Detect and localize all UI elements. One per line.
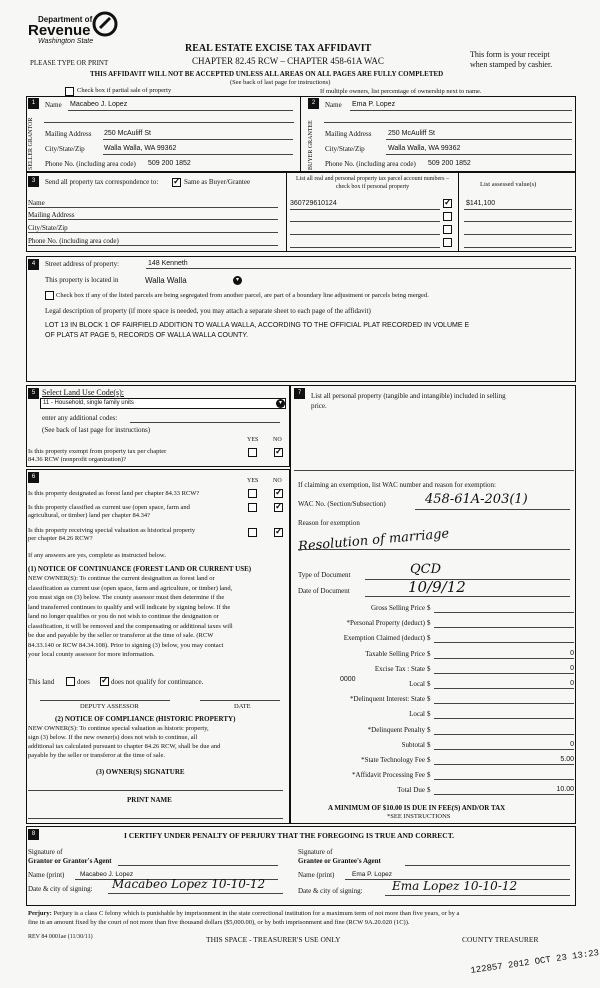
receipt-note-2: when stamped by cashier. — [470, 60, 553, 69]
logo-dept: Department of — [38, 15, 93, 24]
does-qualify-checkbox[interactable] — [66, 677, 75, 686]
s5-see-back: (See back of last page for instructions) — [42, 426, 151, 434]
s2-phone[interactable]: 509 200 1852 — [428, 160, 471, 167]
doc-date-value[interactable]: 10/9/12 — [408, 578, 466, 596]
section-1-number: 1 — [28, 98, 39, 109]
any-yes-note: If any answers are yes, complete as instructed below. — [28, 552, 166, 559]
reason-label: Reason for exemption — [298, 519, 360, 527]
assessed-value[interactable]: $141,100 — [466, 200, 496, 207]
county-treasurer: COUNTY TREASURER — [462, 935, 539, 944]
doc-type-value[interactable]: QCD — [410, 562, 442, 577]
notice-line: classification as current use (open space, farm and agriculture, or timber) land, — [28, 584, 233, 592]
parcel-3-personal-checkbox[interactable] — [443, 225, 452, 234]
compliance-line: sign (3) below. If the new owner(s) does not wish to continue, all — [28, 734, 198, 741]
certify-statement: I CERTIFY UNDER PENALTY OF PERJURY THAT THE FOREGOING IS TRUE AND CORRECT. — [124, 831, 455, 840]
calc-row-label: Local — [409, 710, 425, 719]
s5-yes: YES — [247, 437, 259, 443]
local-code[interactable]: 0000 — [340, 676, 356, 683]
calc-row-dollar: $ — [427, 619, 431, 628]
multiple-owners-note: If multiple owners, list percentage of ownership next to name. — [320, 88, 482, 95]
see-back: (See back of last page for instructions) — [230, 79, 331, 86]
s3-city-label: City/State/Zip — [28, 224, 68, 232]
s5-no: NO — [273, 437, 282, 443]
segregated-label: Check box if any of the listed parcels are being segregated from another parcel, are part of a boundary line adjustment or parcels being merged. — [56, 292, 429, 299]
s1-mail[interactable]: 250 McAuliff St — [104, 130, 151, 137]
legal-line-2[interactable]: OF PLATS AT PAGE 5, RECORDS OF WALLA WALLA COUNTY. — [45, 332, 249, 339]
calc-row-label: *Personal Property (deduct) — [346, 619, 425, 628]
personal-prop-2: price. — [311, 402, 327, 410]
located-value[interactable]: Walla Walla — [145, 276, 187, 285]
parcel-4-personal-checkbox[interactable] — [443, 238, 452, 247]
located-dropdown-icon[interactable]: ▾ — [233, 276, 242, 285]
grantee-signature[interactable]: Ema Lopez 10-10-12 — [392, 879, 518, 893]
s1-mail-label: Mailing Address — [45, 130, 92, 138]
parcel-2-personal-checkbox[interactable] — [443, 212, 452, 221]
grantee-name-label: Name (print) — [298, 871, 335, 879]
s2-city-label: City/State/Zip — [325, 145, 365, 153]
section-6-number: 6 — [28, 472, 39, 483]
notice-compliance-title: (2) NOTICE OF COMPLIANCE (HISTORIC PROPERTY) — [55, 715, 236, 723]
segregated-checkbox[interactable] — [45, 291, 54, 300]
grantor-date-city-label: Date & city of signing: — [28, 885, 93, 893]
grantor-signature[interactable]: Macabeo Lopez 10-10-12 — [112, 877, 266, 891]
s1-city-label: City/State/Zip — [45, 145, 85, 153]
notice-line: NEW OWNER(S): To continue the current designation as forest land or — [28, 575, 215, 582]
calc-row-label: Gross Selling Price — [370, 604, 425, 612]
section-4-number: 4 — [28, 259, 39, 270]
calc-row-value[interactable]: 5.00 — [560, 756, 574, 763]
form-chapter: CHAPTER 82.45 RCW – CHAPTER 458-61A WAC — [192, 56, 384, 66]
s1-city[interactable]: Walla Walla, WA 99362 — [104, 145, 177, 152]
perjury-line-1: Perjury is a class C felony which is punishable by imprisonment in the state correctional institution for a maximum term of not more than five years, or by a — [53, 910, 460, 917]
s6-no: NO — [273, 478, 282, 484]
owner-signature-label: (3) OWNER(S) SIGNATURE — [96, 768, 185, 776]
historic-no-checkbox[interactable] — [274, 528, 283, 537]
doc-type-label: Type of Document — [298, 571, 351, 579]
parcel-number[interactable]: 360729610124 — [290, 200, 337, 207]
exemption-label: If claiming an exemption, list WAC number and reason for exemption: — [298, 481, 496, 489]
logo-name: Revenue — [28, 22, 91, 39]
receipt-note-1: This form is your receipt — [470, 50, 550, 59]
grantee-name[interactable]: Ema P. Lopez — [352, 871, 392, 878]
notice-line: you must sign on (3) below. The county assessor must then determine if the — [28, 594, 225, 601]
treasurer-use-only: THIS SPACE - TREASURER'S USE ONLY — [206, 935, 341, 944]
calc-row-dollar: $ — [427, 786, 431, 795]
calc-row-dollar: $ — [427, 680, 431, 688]
calc-row-dollar: $ — [427, 756, 431, 764]
s1-phone[interactable]: 509 200 1852 — [148, 160, 191, 167]
current-use-yes-checkbox[interactable] — [248, 503, 257, 512]
calc-row-value[interactable]: 0 — [570, 680, 574, 687]
compliance-line: additional tax calculated pursuant to chapter 84.26 RCW, shall be due and — [28, 743, 221, 750]
treasurer-stamp: 122857 2012 OCT 23 13:23 — [469, 948, 600, 976]
s1-phone-label: Phone No. (including area code) — [45, 160, 136, 168]
grantor-name[interactable]: Macabeo J. Lopez — [80, 871, 134, 878]
calc-row-value[interactable]: 0 — [570, 664, 574, 672]
land-use-label: Select Land Use Code(s): — [42, 388, 124, 397]
calc-row-dollar: $ — [427, 740, 431, 749]
historic-yes-checkbox[interactable] — [248, 528, 257, 537]
type-or-print: PLEASE TYPE OR PRINT — [30, 59, 109, 67]
logo-state: Washington State — [38, 38, 94, 45]
grantee-agent-label: Grantee or Grantee's Agent — [298, 857, 381, 865]
perjury-text — [28, 910, 459, 917]
s2-city[interactable]: Walla Walla, WA 99362 — [388, 145, 461, 152]
print-name-label: PRINT NAME — [127, 796, 172, 804]
calc-row-label: Total Due — [397, 786, 425, 795]
exempt-q1: Is this property exempt from property tax per chapter — [28, 448, 167, 455]
calc-row-label: Excise Tax : State — [374, 664, 425, 673]
calc-row-label: Exemption Claimed (deduct) — [343, 634, 425, 643]
form-title: REAL ESTATE EXCISE TAX AFFIDAVIT — [185, 43, 372, 54]
grantee-date-city-label: Date & city of signing: — [298, 887, 363, 895]
same-as-buyer-checkbox[interactable] — [172, 178, 181, 187]
calc-row-dollar: $ — [427, 634, 431, 643]
calc-row-label: *State Technology Fee — [361, 756, 425, 764]
notice-continuance-text — [28, 574, 233, 660]
exempt-no-checkbox[interactable] — [274, 448, 283, 457]
perjury-line-2: fine in an amount fixed by the court of not more than five thousand dollars ($5,000.00), or by both imprisonment and fine (RCW 9A.20.020 (1C)). — [28, 919, 410, 926]
revenue-logo-icon — [92, 10, 118, 38]
s3-phone-label: Phone No. (including area code) — [28, 237, 119, 245]
notice-line: classification, it will be removed and the compensating or additional taxes will — [28, 622, 233, 630]
legal-label: Legal description of property (if more space is needed, you may attach a separate sheet to each page of the affidavit) — [45, 307, 371, 315]
legal-line-1[interactable]: LOT 13 IN BLOCK 1 OF FAIRFIELD ADDITION TO WALLA WALLA, ACCORDING TO THE OFFICIAL PLAT RECORDED IN VOLUME E — [45, 322, 470, 329]
does-label: does — [77, 678, 90, 686]
calc-row-label: Taxable Selling Price — [365, 649, 425, 658]
grantee-sig-label: Signature of — [298, 848, 333, 856]
grantor-agent-label: Grantor or Grantor's Agent — [28, 857, 112, 865]
same-as-buyer-label: Same as Buyer/Grantee — [184, 178, 251, 186]
forest-no-checkbox[interactable] — [274, 489, 283, 498]
warning: THIS AFFIDAVIT WILL NOT BE ACCEPTED UNLESS ALL AREAS ON ALL PAGES ARE FULLY COMPLETED — [90, 70, 444, 78]
s2-mail[interactable]: 250 McAuliff St — [388, 130, 435, 137]
assessed-header: List assessed value(s) — [480, 181, 537, 188]
enter-additional-label: enter any additional codes: — [42, 414, 118, 422]
grantor-name-label: Name (print) — [28, 871, 65, 879]
does-not-label: does not qualify for continuance. — [111, 678, 204, 686]
calc-row-dollar: $ — [427, 604, 431, 612]
calc-row-dollar: $ — [427, 649, 431, 658]
calc-row-value[interactable]: 0 — [570, 740, 574, 748]
s1-name[interactable]: Macabeo J. Lopez — [70, 101, 128, 108]
partial-sale-checkbox[interactable] — [65, 87, 74, 96]
current-use-q2: agricultural, or timber) land per chapter 84.34? — [28, 512, 151, 519]
current-use-no-checkbox[interactable] — [274, 503, 283, 512]
exempt-q2: 84.36 RCW (nonprofit organization)? — [28, 456, 126, 463]
forest-yes-checkbox[interactable] — [248, 489, 257, 498]
does-not-qualify-checkbox[interactable] — [100, 677, 109, 686]
land-use-select[interactable]: 11 - Household, single family units — [40, 398, 286, 409]
calc-row-dollar: $ — [427, 771, 431, 780]
street-label: Street address of property: — [45, 260, 120, 268]
notice-line: be due and payable by the seller or transferor at the time of sale. (RCW — [28, 632, 214, 639]
minimum-due-note: A MINIMUM OF $10.00 IS DUE IN FEE(S) AND/OR TAX — [328, 804, 506, 812]
exempt-yes-checkbox[interactable] — [248, 448, 257, 457]
date-label: DATE — [234, 703, 251, 710]
parcel-1-personal-checkbox[interactable] — [443, 199, 452, 208]
doc-date-label: Date of Document — [298, 587, 350, 595]
deputy-assessor-label: DEPUTY ASSESSOR — [80, 703, 139, 710]
seller-grantor-label: SELLER GRANTOR — [28, 117, 34, 170]
notice-line: land no longer qualifies or you do not wish to continue the designation or — [28, 613, 219, 620]
this-land-label: This land — [28, 678, 55, 686]
s2-mail-label: Mailing Address — [325, 130, 372, 138]
historic-q1: Is this property receiving special valuation as historical property — [28, 527, 196, 534]
calc-row-dollar: $ — [427, 664, 431, 673]
calc-row-label: *Delinquent Penalty — [367, 725, 425, 734]
historic-q2: per chapter 84.26 RCW? — [28, 535, 93, 542]
form-number: REV 84 0001ae (11/30/11) — [28, 934, 93, 940]
section-7-box — [290, 385, 576, 824]
partial-sale-label: Check box if partial sale of property — [77, 87, 172, 94]
s6-yes: YES — [247, 478, 259, 484]
calc-row-dollar: $ — [427, 710, 431, 719]
personal-prop-1: List all personal property (tangible and intangible) included in selling — [311, 392, 506, 400]
parcel-header: List all real and personal property tax parcel account numbers – check box if personal property — [296, 176, 449, 190]
compliance-line: payable by the seller or transferor at the time of sale. — [28, 752, 165, 759]
notice-line: your local county assessor for more information. — [28, 651, 155, 658]
land-use-dropdown-icon[interactable]: ▾ — [276, 399, 285, 408]
calc-row-dollar: $ — [427, 695, 431, 704]
forest-q: Is this property designated as forest land per chapter 84.33 RCW? — [28, 490, 200, 497]
s2-name[interactable]: Ema P. Lopez — [352, 101, 396, 108]
compliance-line: NEW OWNER(S): To continue special valuation as historic property, — [28, 725, 209, 732]
grantor-sig-label: Signature of — [28, 848, 63, 856]
notice-compliance-text — [28, 724, 220, 760]
section-8-number: 8 — [28, 829, 39, 840]
notice-line: land transferred continues to qualify and will indicate by signing below. If the — [28, 603, 231, 611]
s2-name-label: Name — [325, 101, 342, 109]
notice-continuance-title: (1) NOTICE OF CONTINUANCE (FOREST LAND OR CURRENT USE) — [28, 565, 252, 573]
s2-phone-label: Phone No. (including area code) — [325, 160, 416, 168]
calc-row-dollar: $ — [427, 725, 431, 734]
calc-row-label: *Delinquent Interest: State — [349, 695, 425, 704]
reason-value[interactable]: Resolution of marriage — [297, 526, 450, 555]
calc-row-value[interactable]: 10.00 — [556, 786, 574, 794]
calc-row-label: Subtotal — [401, 740, 425, 749]
s3-mail-label: Mailing Address — [28, 211, 75, 219]
calc-row-label: *Affidavit Processing Fee — [352, 771, 425, 780]
wac-value[interactable]: 458-61A-203(1) — [425, 492, 528, 507]
section-2-number: 2 — [308, 98, 319, 109]
s3-name-label: Name — [28, 199, 45, 207]
street-value[interactable]: 148 Kenneth — [148, 260, 188, 267]
located-label: This property is located in — [45, 276, 119, 284]
calc-row-value[interactable]: 0 — [570, 649, 574, 657]
wac-label: WAC No. (Section/Subsection) — [298, 500, 386, 508]
section-5-number: 5 — [28, 388, 39, 399]
calc-row-label: Local — [409, 680, 425, 688]
buyer-grantee-label: BUYER GRANTEE — [308, 120, 314, 170]
section-3-number: 3 — [28, 176, 39, 187]
see-instructions-note: *SEE INSTRUCTIONS — [387, 813, 451, 820]
current-use-q1: Is this property classified as current use (open space, farm and — [28, 504, 190, 511]
s1-name-label: Name — [45, 101, 62, 109]
section-4-box — [26, 256, 576, 382]
perjury-label: Perjury: — [28, 910, 52, 917]
notice-line: 84.33.140 or RCW 84.34.108). Prior to signing (3) below, you may contact — [28, 641, 224, 649]
section-7-number: 7 — [294, 388, 305, 399]
s3-send-label: Send all property tax correspondence to: — [45, 178, 159, 186]
